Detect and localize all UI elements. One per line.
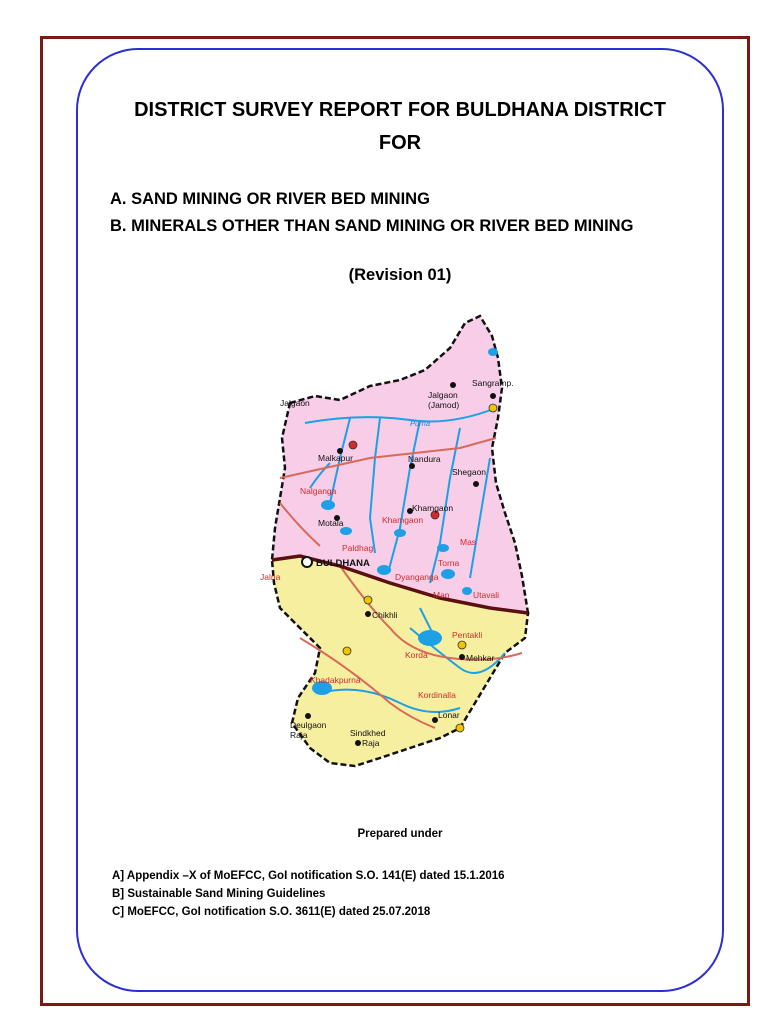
- town-label: Jalgaon: [280, 398, 310, 408]
- headquarters-marker: [302, 557, 312, 567]
- scope-item-a: A. SAND MINING OR RIVER BED MINING: [110, 190, 430, 208]
- dam-label: Mas: [460, 537, 477, 547]
- report-title-line1: DISTRICT SURVEY REPORT FOR BULDHANA DISTRICT: [134, 99, 666, 121]
- dam-label: Nalganga: [300, 486, 337, 496]
- town-label: (Jamod): [428, 400, 460, 410]
- town-label: Lonar: [438, 710, 460, 720]
- town-label: Sindkhed: [350, 728, 386, 738]
- scope-list: [110, 186, 633, 240]
- town-label: Jalgaon: [428, 390, 458, 400]
- revision-label: (Revision 01): [348, 266, 452, 284]
- reference-list: [112, 867, 505, 921]
- dam-label: Dyanganga: [395, 572, 439, 582]
- edge-label: Jalna: [260, 572, 281, 582]
- town-label: Chikhli: [372, 610, 398, 620]
- town-label: Sangramp.: [472, 378, 514, 388]
- buldhana-district-map: [260, 308, 540, 778]
- town-label: Malkapur: [318, 453, 353, 463]
- dam-label: Korda: [405, 650, 428, 660]
- town-label: Raja: [290, 730, 308, 740]
- town-label: Nandura: [408, 454, 441, 464]
- town-label: Raja: [362, 738, 380, 748]
- dam-label: Pentakli: [452, 630, 483, 640]
- reference-a: A] Appendix –X of MoEFCC, GoI notification S.O. 141(E) dated 15.1.2016: [112, 870, 505, 882]
- dam-label: Khamgaon: [382, 515, 424, 525]
- town-label: Motala: [318, 518, 344, 528]
- town-label: Khamgaon: [412, 503, 454, 513]
- town-label: Mehkar: [466, 653, 495, 663]
- dam-label: Torna: [438, 558, 460, 568]
- reference-b: B] Sustainable Sand Mining Guidelines: [112, 888, 326, 900]
- scope-item-b: B. MINERALS OTHER THAN SAND MINING OR RIVER BED MINING: [110, 217, 634, 235]
- report-title-line2: FOR: [378, 132, 422, 154]
- town-label-hq: BULDHANA: [316, 558, 370, 569]
- dam-label: Paldhag: [342, 543, 374, 553]
- dam-label: Kordinalla: [418, 690, 456, 700]
- town-label: Deulgaon: [290, 720, 327, 730]
- town-label: Shegaon: [452, 467, 487, 477]
- dam-label: Utavali: [473, 590, 499, 600]
- dam-label: Khadakpurna: [310, 675, 361, 685]
- prepared-under-label: Prepared under: [357, 828, 443, 840]
- reference-c: C] MoEFCC, GoI notification S.O. 3611(E) dated 25.07.2018: [112, 906, 431, 918]
- river-label: Purna: [410, 419, 431, 428]
- dam-label: Man: [433, 590, 450, 600]
